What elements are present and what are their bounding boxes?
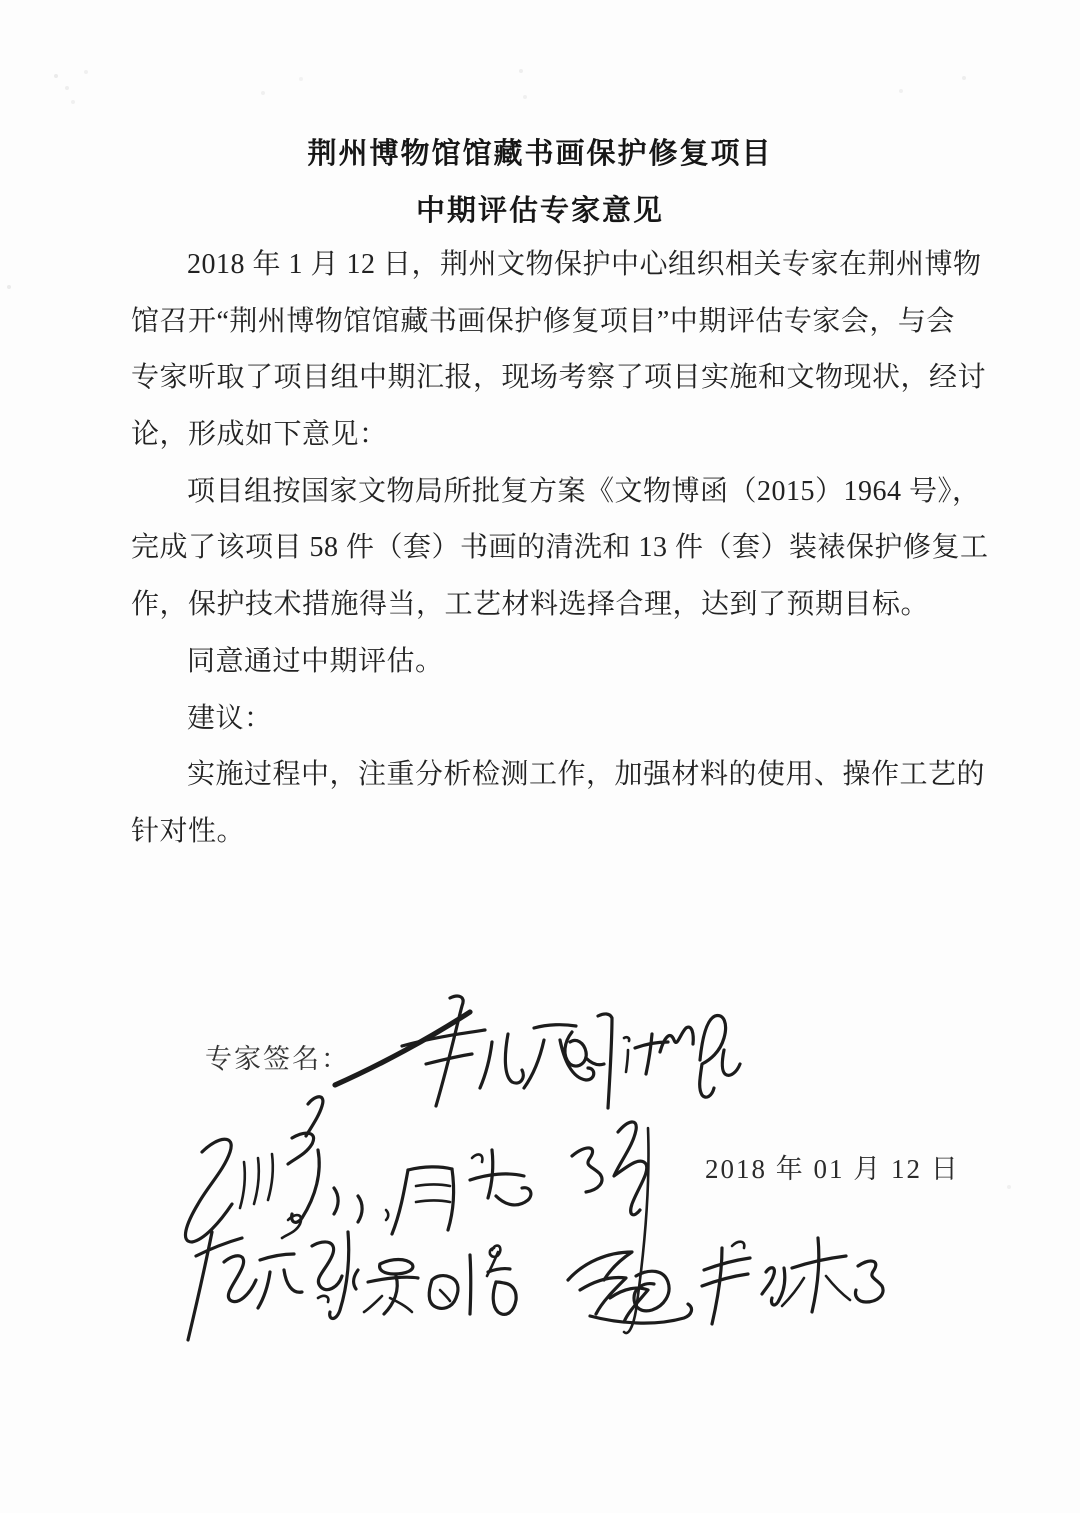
body-line: 馆召开“荆州博物馆馆藏书画保护修复项目”中期评估专家会，与会 xyxy=(131,305,955,337)
signature-9-handwriting xyxy=(702,1238,883,1324)
body-line: 2018 年 1 月 12 日，荆州文物保护中心组织相关专家在荆州博物 xyxy=(187,249,982,280)
document-title-line2: 中期评估专家意见 xyxy=(415,195,664,227)
body-line: 同意通过中期评估。 xyxy=(187,645,444,677)
handwritten-signatures xyxy=(140,980,920,1380)
signature-label: 专家签名： xyxy=(205,1044,350,1074)
document-title-line1: 荆州博物馆馆藏书画保护修复项目 xyxy=(307,138,773,170)
signature-8-handwriting xyxy=(568,1252,691,1323)
scan-noise xyxy=(0,0,2,2)
document-body xyxy=(131,237,989,861)
signature-1-handwriting xyxy=(335,996,594,1106)
signature-4-handwriting xyxy=(392,1150,531,1234)
body-line: 项目组按国家文物局所批复方案《文物博函（2015）1964 号》， xyxy=(187,475,981,507)
body-line: 完成了该项目 58 件（套）书画的清洗和 13 件（套）装裱保护修复工 xyxy=(131,532,989,564)
body-line: 作，保护技术措施得当，工艺材料选择合理，达到了预期目标。 xyxy=(131,589,930,621)
signature-7-handwriting xyxy=(354,1246,517,1315)
signature-2-handwriting xyxy=(565,1014,740,1108)
body-line: 建议： xyxy=(187,702,273,734)
document-date: 2018 年 01 月 12 日 xyxy=(705,1154,960,1184)
body-line: 实施过程中，注重分析检测工作，加强材料的使用、操作工艺的 xyxy=(187,759,986,791)
body-line: 专家听取了项目组中期汇报，现场考察了项目实施和文物现状，经讨 xyxy=(131,362,987,394)
body-line: 论，形成如下意见： xyxy=(131,419,388,451)
body-line: 针对性。 xyxy=(131,815,246,847)
signature-6-handwriting xyxy=(188,1215,349,1340)
